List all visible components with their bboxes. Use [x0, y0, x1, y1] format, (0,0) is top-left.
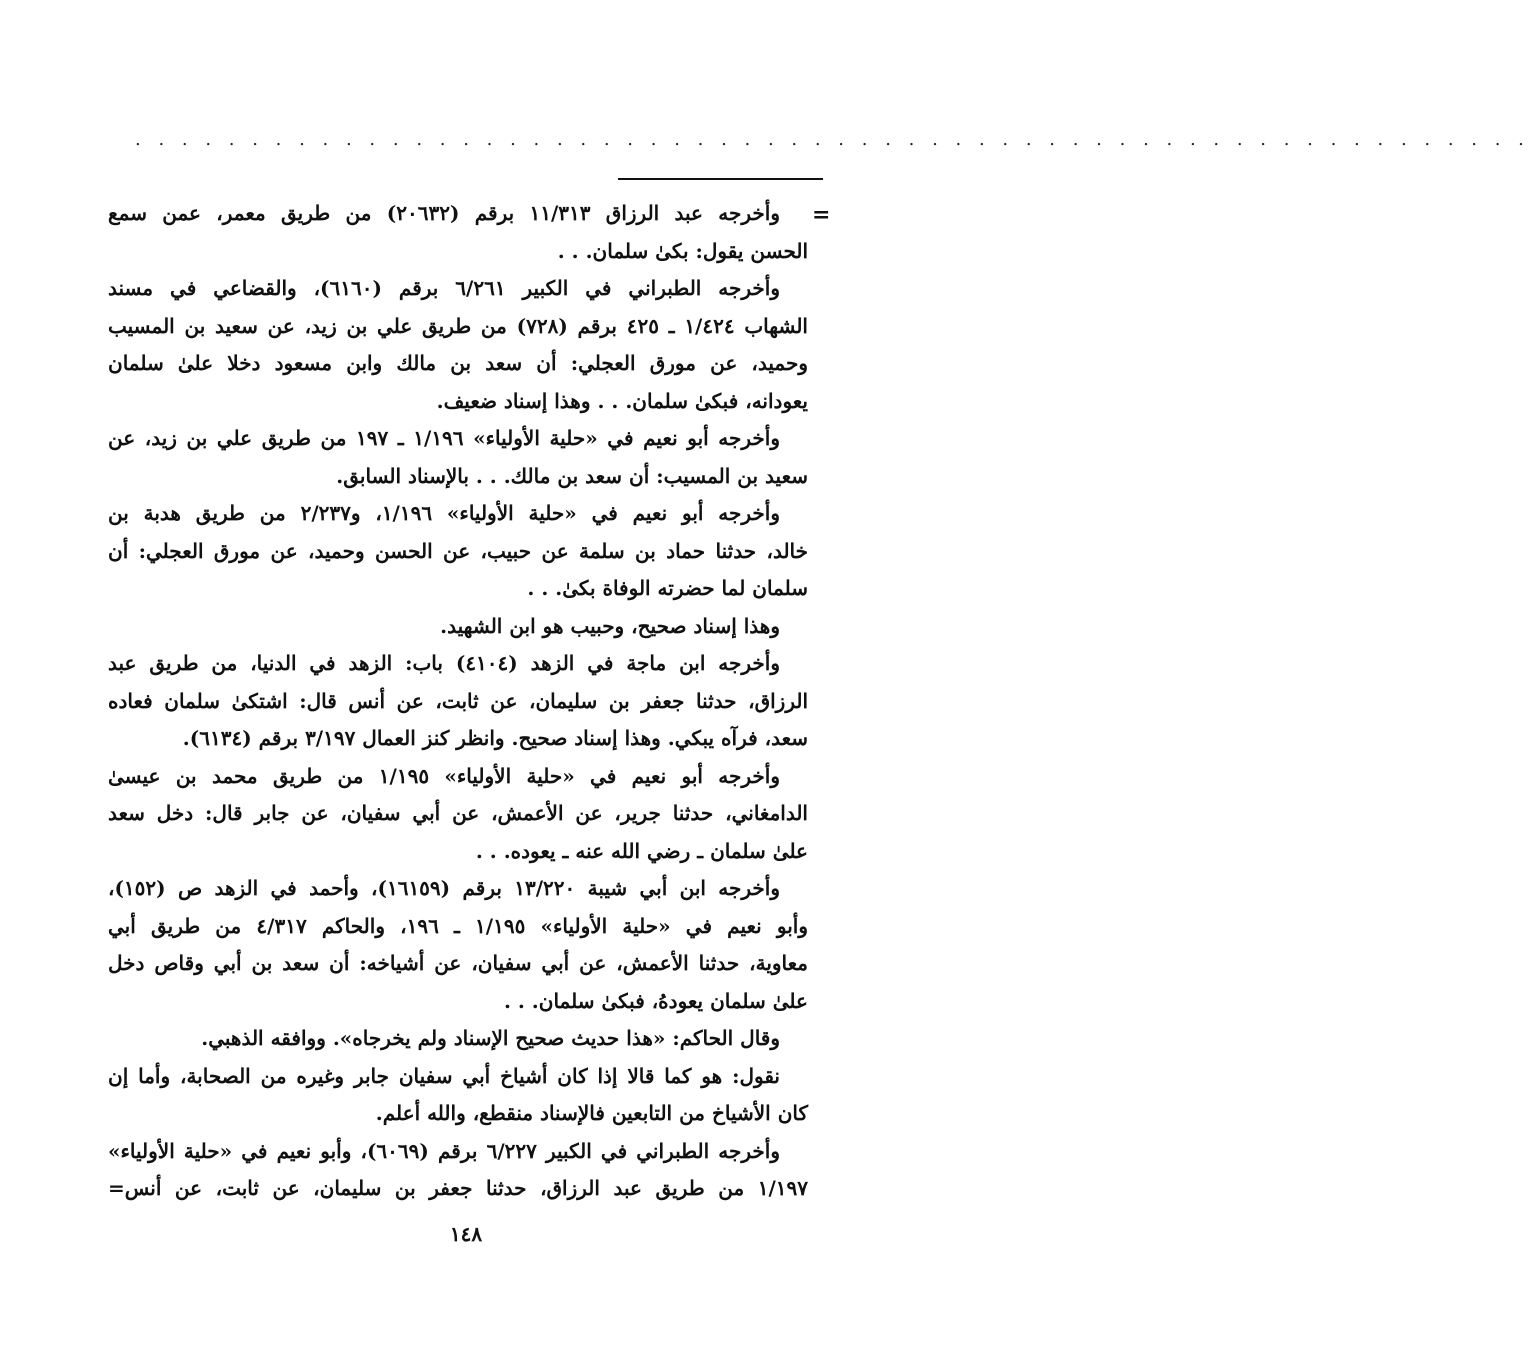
- footnote-rule: [618, 178, 823, 180]
- text-line: وأخرجه ابن أبي شيبة ١٣/٢٢٠ برقم (١٦١٥٩)، وأحمد في الزهد ص (١٥٢)،: [108, 876, 780, 900]
- text-line: علىٰ سلمان يعودهُ، فبكىٰ سلمان. . .: [503, 988, 808, 1013]
- text-line: وأخرجه أبو نعيم في «حلية الأولياء» ١/١٩٦، و٢/٢٣٧ من طريق هدبة بن: [108, 501, 780, 525]
- text-line: الدامغاني، حدثنا جرير، عن الأعمش، عن أبي سفيان، عن جابر قال: دخل سعد: [108, 801, 808, 825]
- text-line: وأخرجه الطبراني في الكبير ٦/٢٢٧ برقم (٦٠٦٩)، وأبو نعيم في «حلية الأولياء»: [108, 1138, 780, 1163]
- text-line: سعد، فرآه يبكي. وهذا إسناد صحيح. وانظر كنز العمال ٣/١٩٧ برقم (٦١٣٤).: [182, 726, 808, 750]
- text-line: خالد، حدثنا حماد بن سلمة عن حبيب، عن الحسن وحميد، عن مورق العجلي: أن: [108, 538, 808, 563]
- text-line: علىٰ سلمان ـ رضي الله عنه ـ يعوده. . .: [475, 838, 808, 863]
- separator-dots: . . . . . . . . . . . . . . . . . . . . . . . . . . . . . . . . . . . . . . . . . . . . . . . . . . . . . . . . . . . .: [135, 129, 1530, 150]
- text-line: وحميد، عن مورق العجلي: أن سعد بن مالك وابن مسعود دخلا علىٰ سلمان: [108, 351, 808, 375]
- text-line: وأخرجه أبو نعيم في «حلية الأولياء» ١/١٩٦ ـ ١٩٧ من طريق علي بن زيد، عن: [108, 426, 780, 450]
- text-line: وأخرجه الطبراني في الكبير ٦/٢٦١ برقم (٦١٦٠)، والقضاعي في مسند: [108, 276, 780, 300]
- text-line: وأبو نعيم في «حلية الأولياء» ١/١٩٥ ـ ١٩٦، والحاكم ٤/٣١٧ من طريق أبي: [108, 913, 808, 938]
- text-line: يعودانه، فبكىٰ سلمان. . . وهذا إسناد ضعيف.: [436, 388, 808, 413]
- continuation-mark: =: [812, 202, 831, 228]
- text-line: وقال الحاكم: «هذا حديث صحيح الإسناد ولم يخرجاه». ووافقه الذهبي.: [201, 1026, 780, 1050]
- text-line: الشهاب ١/٤٢٤ ـ ٤٢٥ برقم (٧٢٨) من طريق علي بن زيد، عن سعيد بن المسيب: [108, 313, 808, 338]
- text-line: الرزاق، حدثنا جعفر بن سليمان، عن ثابت، عن أنس قال: اشتكىٰ سلمان فعاده: [108, 688, 808, 713]
- text-line: ١/١٩٧ من طريق عبد الرزاق، حدثنا جعفر بن سليمان، عن ثابت، عن أنس=: [108, 1176, 808, 1200]
- footnote-body: [108, 195, 808, 1208]
- text-line: وأخرجه أبو نعيم في «حلية الأولياء» ١/١٩٥ من طريق محمد بن عيسىٰ: [108, 763, 781, 788]
- text-line: سعيد بن المسيب: أن سعد بن مالك. . . بالإسناد السابق.: [336, 463, 808, 488]
- text-line: سلمان لما حضرته الوفاة بكىٰ. . .: [527, 576, 808, 600]
- text-line: كان الأشياخ من التابعين فالإسناد منقطع، والله أعلم.: [375, 1101, 808, 1125]
- text-line: الحسن يقول: بكىٰ سلمان. . .: [557, 238, 808, 263]
- text-line: نقول: هو كما قالا إذا كان أشياخ أبي سفيان جابر وغيره من الصحابة، وأما إن: [108, 1063, 780, 1088]
- text-line: وأخرجه عبد الرزاق ١١/٣١٣ برقم (٢٠٦٣٢) من طريق معمر، عمن سمع: [108, 201, 780, 225]
- page-number: ١٤٨: [449, 1222, 483, 1246]
- text-line: معاوية، حدثنا الأعمش، عن أبي سفيان، عن أشياخه: أن سعد بن أبي وقاص دخل: [108, 951, 808, 975]
- text-line: وهذا إسناد صحيح، وحبيب هو ابن الشهيد.: [440, 613, 780, 638]
- text-line: وأخرجه ابن ماجة في الزهد (٤١٠٤) باب: الزهد في الدنيا، من طريق عبد: [108, 651, 781, 675]
